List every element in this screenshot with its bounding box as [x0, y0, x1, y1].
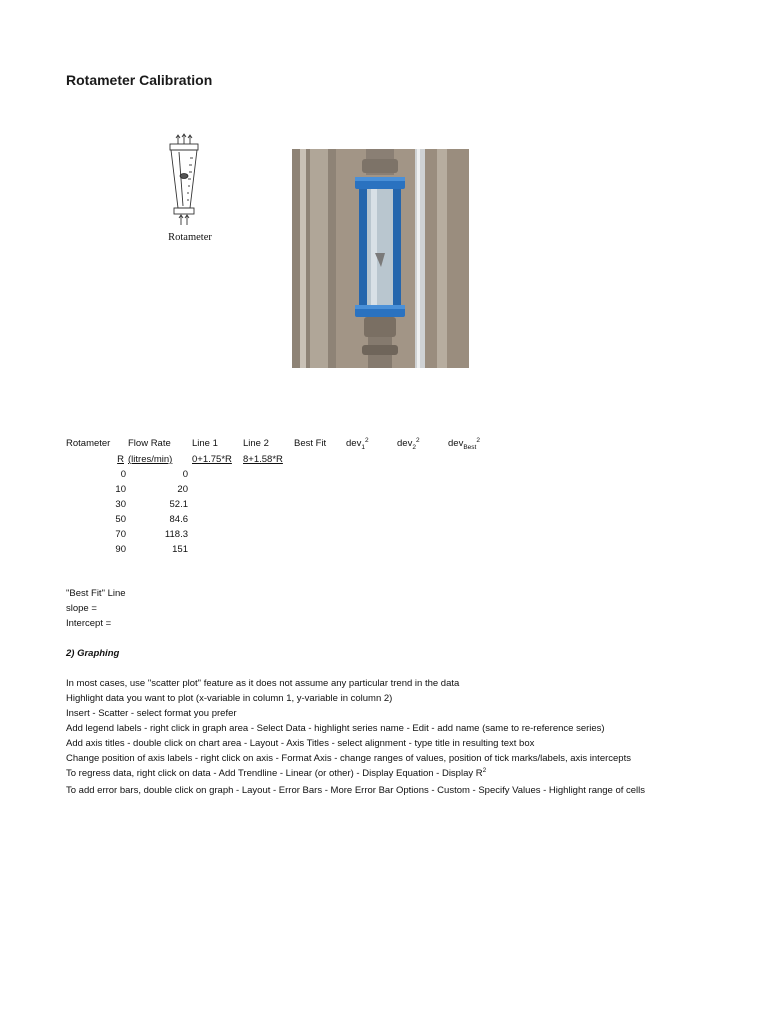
best-fit-heading: "Best Fit" Line: [66, 588, 126, 599]
table-cell-flow: 0: [182, 469, 188, 480]
table-cell-r: 90: [115, 544, 126, 555]
rotameter-photo-image: [292, 149, 469, 368]
instruction-line: Insert - Scatter - select format you prefer: [66, 708, 237, 719]
instruction-line: To add error bars, double click on graph - Layout - Error Bars - More Error Bar Options - Custom - Specify Values - Highlight range of cells: [66, 785, 646, 796]
graphing-heading: 2) Graphing: [66, 648, 120, 659]
header-rotameter: Rotameter: [66, 438, 111, 449]
header-dev-best: dev$_{Best}^2$: [448, 436, 480, 451]
table-cell-flow: 118.3: [164, 529, 188, 540]
instruction-line: Change position of axis labels - right click on axis - Format Axis - change ranges of values, position of tick marks/labels, axis intercepts: [66, 753, 631, 764]
header-dev2: dev$_2^2$: [397, 436, 420, 451]
instruction-line: In most cases, use "scatter plot" feature as it does not assume any particular trend in the data: [66, 678, 460, 689]
header-line2: Line 2: [243, 438, 269, 449]
instruction-line-regress: To regress data, right click on data - Add Trendline - Linear (or other) - Display Equation - Display $R^2$: [66, 766, 487, 779]
table-cell-flow: 84.6: [169, 514, 188, 525]
table-cell-r: 50: [115, 514, 126, 525]
rotameter-diagram: [150, 132, 230, 250]
rotameter-label: Rotameter: [168, 232, 212, 243]
table-cell-flow: 20: [177, 484, 188, 495]
table-cell-flow: 52.1: [169, 499, 188, 510]
header-best-fit: Best Fit: [294, 438, 327, 449]
subheader-line1-eq: 0+1.75*R: [192, 454, 232, 465]
page-title: Rotameter Calibration: [66, 72, 213, 88]
table-cell-r: 70: [115, 529, 126, 540]
intercept-label: Intercept =: [66, 618, 112, 629]
slope-label: slope =: [66, 603, 97, 614]
table-cell-flow: 151: [172, 544, 188, 555]
rotameter-schematic: [150, 132, 230, 232]
header-flow-rate: Flow Rate: [128, 438, 171, 449]
header-line1: Line 1: [192, 438, 218, 449]
table-cell-r: 0: [120, 469, 126, 480]
subheader-line2-eq: 8+1.58*R: [243, 454, 283, 465]
table-cell-r: 10: [115, 484, 126, 495]
rotameter-photo: [292, 149, 469, 368]
instruction-line: Add axis titles - double click on chart area - Layout - Axis Titles - select alignment - type title in resulting text box: [66, 738, 535, 749]
subheader-r: R: [117, 454, 124, 465]
instruction-line: Highlight data you want to plot (x-variable in column 1, y-variable in column 2): [66, 693, 393, 704]
instruction-line: Add legend labels - right click in graph area - Select Data - highlight series name - Edit - add name (same to re-reference series): [66, 723, 605, 734]
header-dev1: dev$_1^2$: [346, 436, 369, 451]
subheader-flow-units: (litres/min): [128, 454, 173, 465]
table-cell-r: 30: [115, 499, 126, 510]
